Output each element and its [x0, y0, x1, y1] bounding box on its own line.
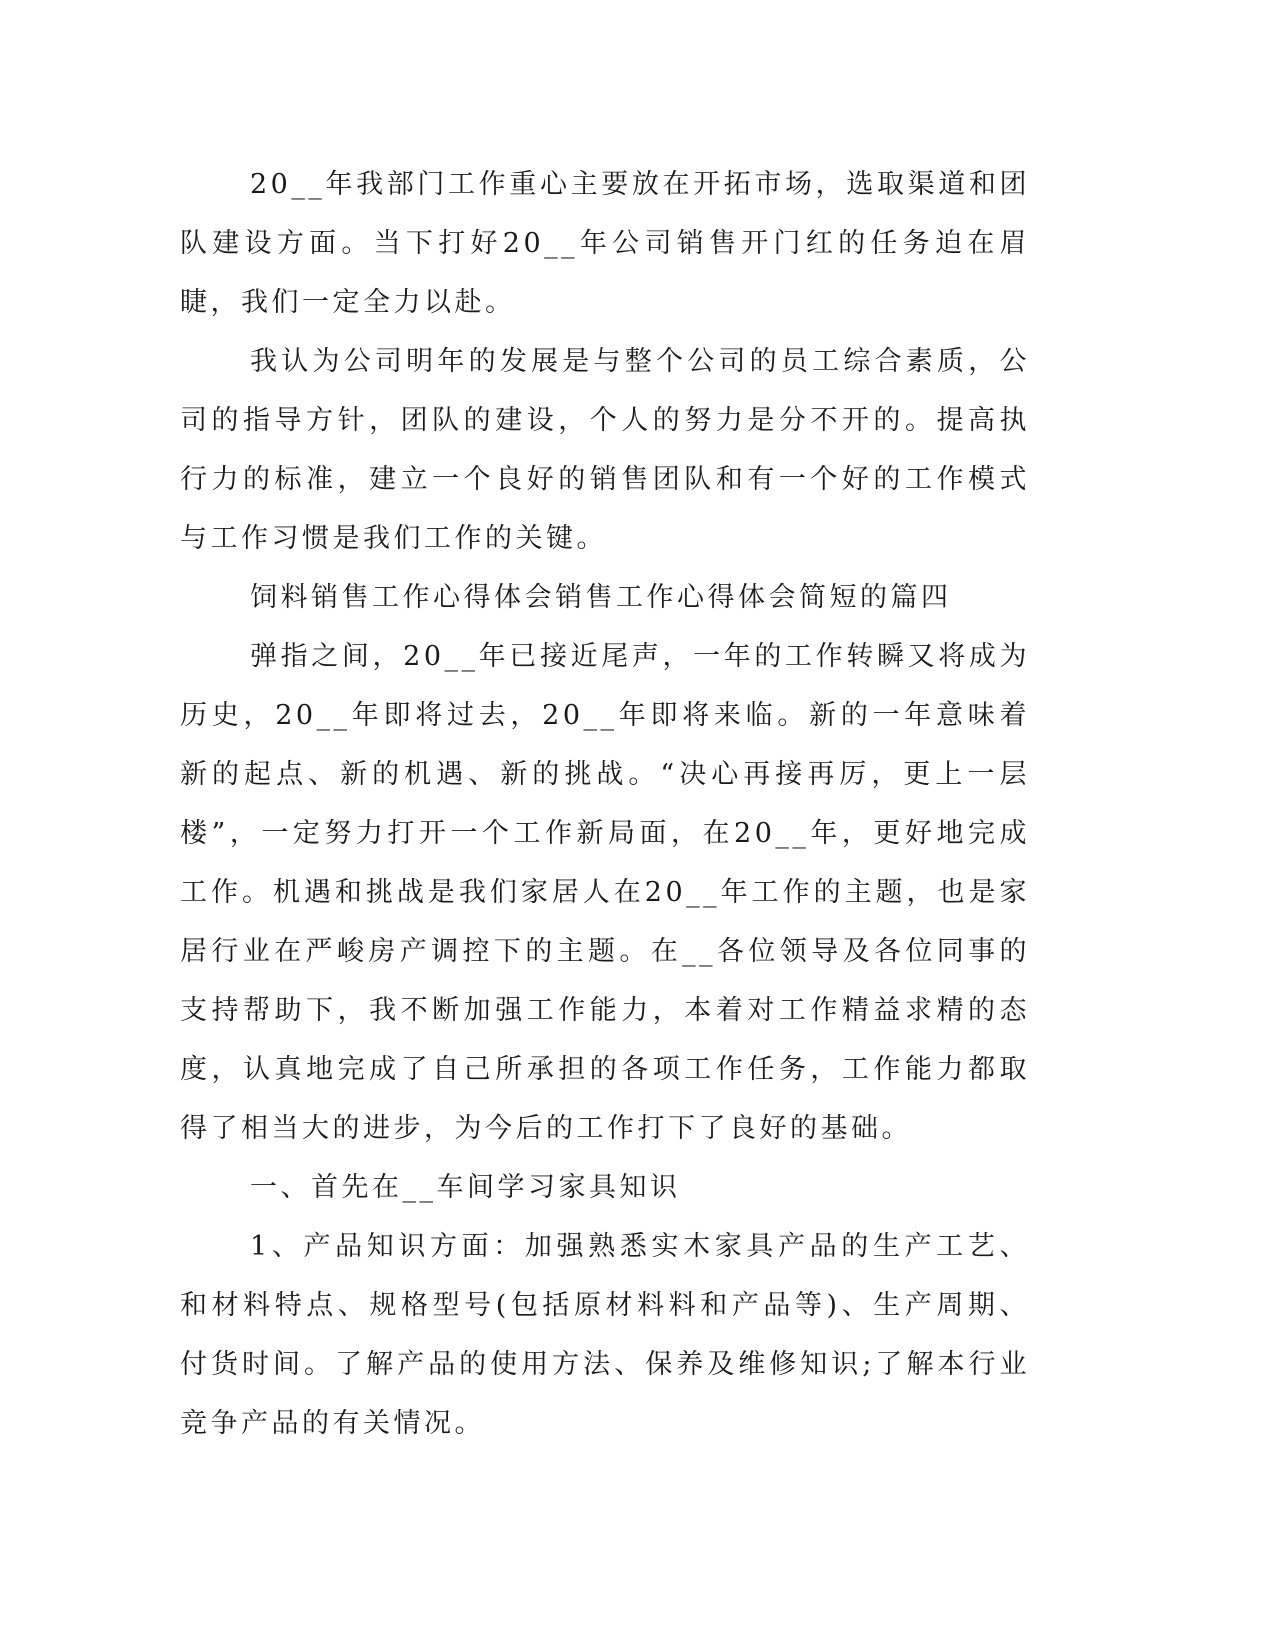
paragraph-company-development: 我认为公司明年的发展是与整个公司的员工综合素质，公司的指导方针，团队的建设，个人的努力是分不开的。提高执行力的标准，建立一个良好的销售团队和有一个好的工作模式与工作习惯是我们工作的关键。: [180, 346, 1030, 554]
section-heading-workshop-learning: 一、首先在__车间学习家具知识: [250, 1172, 681, 1203]
paragraph-work-focus: 20__年我部门工作重心主要放在开拓市场，选取渠道和团队建设方面。当下打好20__年公司销售开门红的任务迫在眉睫，我们一定全力以赴。: [180, 169, 1030, 318]
document-body: [180, 155, 1030, 1453]
paragraph-year-review: 弹指之间，20__年已接近尾声，一年的工作转瞬又将成为历史，20__年即将过去，20__年即将来临。新的一年意味着新的起点、新的机遇、新的挑战。“决心再接再厉，更上一层楼”，一定努力打开一个工作新局面，在20__年，更好地完成工作。机遇和挑战是我们家居人在20__年工作的主题，也是家居行业在严峻房产调控下的主题。在__各位领导及各位同事的支持帮助下，我不断加强工作能力，本着对工作精益求精的态度，认真地完成了自己所承担的各项工作任务，工作能力都取得了相当大的进步，为今后的工作打下了良好的基础。: [180, 641, 1030, 1144]
section-heading-part-four: 饲料销售工作心得体会销售工作心得体会简短的篇四: [250, 582, 952, 613]
paragraph-product-knowledge: 1、产品知识方面：加强熟悉实木家具产品的生产工艺、和材料特点、规格型号(包括原材料料和产品等)、生产周期、付货时间。了解产品的使用方法、保养及维修知识;了解本行业竞争产品的有关情况。: [180, 1231, 1030, 1439]
